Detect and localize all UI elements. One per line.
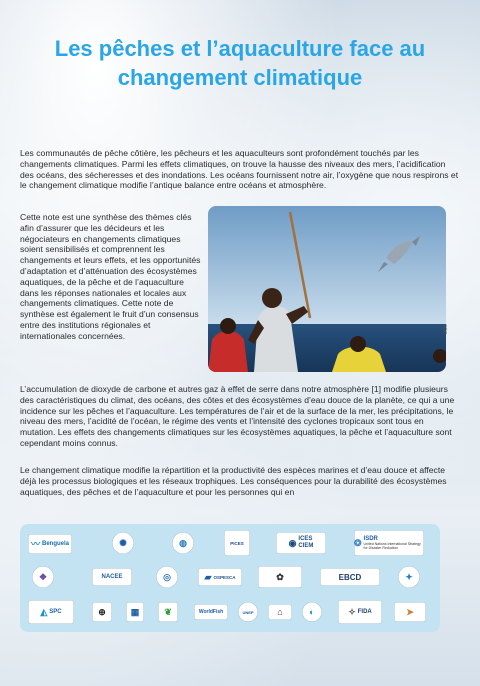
circles-icon: ◎: [163, 571, 171, 582]
spc-sail-icon: ◭: [40, 606, 48, 617]
wheat-icon: ✺: [119, 537, 127, 548]
leaf-globe-icon: ✦: [405, 571, 413, 582]
page-title: Les pêches et l’aquaculture face au changement climatique: [54, 36, 426, 90]
ospesca-logo: ▰ OSPESCA: [198, 568, 242, 586]
synthesis-paragraph: Cette note est une synthèse des thèmes clés afin d’assurer que les décideurs et les négociateurs en changements climatiques soient sensibilisés et comprennent les changements et leurs effets, et les opportunités d’adaptation et d’atténuation des écosystèmes aquatiques, de la pêche et de l’aquaculture dans les réponses nationales et locales aux changements climatiques. Cette note de synthèse est également le fruit d’un consensus entre des institutions régionales et internationales concernées.: [20, 212, 201, 341]
fishermen-photo: [208, 206, 446, 372]
globe-grid-icon: ⊕: [98, 606, 106, 617]
fishermen-photo-illustration: [208, 206, 446, 372]
undp-logo: [126, 602, 144, 622]
un-emblem-icon: ❂: [354, 537, 362, 548]
fish-logo: [394, 602, 426, 622]
ioc-logo: [302, 602, 322, 622]
wave-icon: 〰: [30, 538, 40, 549]
fish-emblem-icon: ❖: [38, 571, 48, 582]
spc-logo: ◭ SPC: [28, 600, 74, 624]
apfic-logo: [32, 566, 54, 588]
unep-logo: [398, 566, 420, 588]
distribution-paragraph: Le changement climatique modifie la répartition et la productivité des espèces marines et d’eau douce et affecte déjà les processus biologiques et les réseaux trophiques. Les conséquences pour la durabilité des écosystèmes aquatiques, des pêches et de l’aquaculture et pour les personnes qui en: [20, 465, 447, 497]
ices-emblem-icon: ◉: [288, 537, 297, 548]
fish-icon: ➤: [406, 606, 414, 617]
unep-small-logo: UNEP: [238, 602, 258, 622]
worldfish-logo: WorldFish: [194, 604, 228, 620]
undp-emblem-icon: ▦: [130, 606, 140, 617]
intro-paragraph: Les communautés de pêche côtière, les pêcheurs et les aquaculteurs sont profondément touchés par les changements climatiques. Parmi les effets climatiques, on trouve la hausse des niveaux des mers, l’acidification des océans, des sécheresses et des inondations. Les océans fournissent notre air, l’oxygène que nous respirons et le changement climatique modifie l’antique balance entre océans et atmosphère.: [20, 148, 459, 191]
iucn-emblem-icon: ✿: [276, 571, 284, 582]
ifad-logo: ✧ FIDA: [338, 600, 382, 624]
ices-logo: ◉ ICES CIEM: [276, 532, 326, 554]
photo-credit: SPC: [441, 324, 447, 335]
nacee-logo: NACEE: [92, 568, 132, 586]
globe-logo: [172, 532, 194, 554]
accumulation-paragraph: L’accumulation de dioxyde de carbone et autres gaz à effet de serre dans notre atmosphère [1] modifie plusieurs des caractéristiques du climat, des océans, des côtes et des écosystèmes d’eau douce de la planète, ce qui a une incidence sur les pêches et l’aquaculture. Les températures de l’air et de la surface de la mer, les précipitations, le niveau des mers, l’acidité de l’océan, le régime des vents et l’intensité des cyclones tropicaux sont tous en mutation. Les effets des changements climatiques sur les écosystèmes aquatiques, la pêche et l’aquaculture sont cependant moins connus.: [20, 384, 455, 448]
iucn-logo: [258, 566, 302, 588]
map-icon: ▰: [204, 571, 212, 582]
oecd-logo: [156, 566, 178, 588]
benguela-logo: 〰 Benguela: [28, 534, 72, 554]
wave-circle-icon: ◐: [309, 606, 315, 617]
ebcd-logo: EBCD: [320, 568, 380, 586]
worldbank-logo: [92, 602, 112, 622]
partner-logos-panel: [20, 524, 440, 632]
leaf-logo: [158, 602, 178, 622]
ifad-emblem-icon: ✧: [348, 606, 356, 617]
unesco-logo: [268, 604, 292, 620]
globe-icon: ◍: [179, 537, 187, 548]
leaf-icon: ❦: [164, 606, 172, 617]
pices-logo: PICES: [224, 530, 250, 556]
isdr-logo: ❂ ISDR United Nations International Strategy for Disaster Reduction: [354, 530, 424, 556]
temple-icon: ⌂: [277, 606, 283, 617]
fao-logo: [112, 532, 134, 554]
